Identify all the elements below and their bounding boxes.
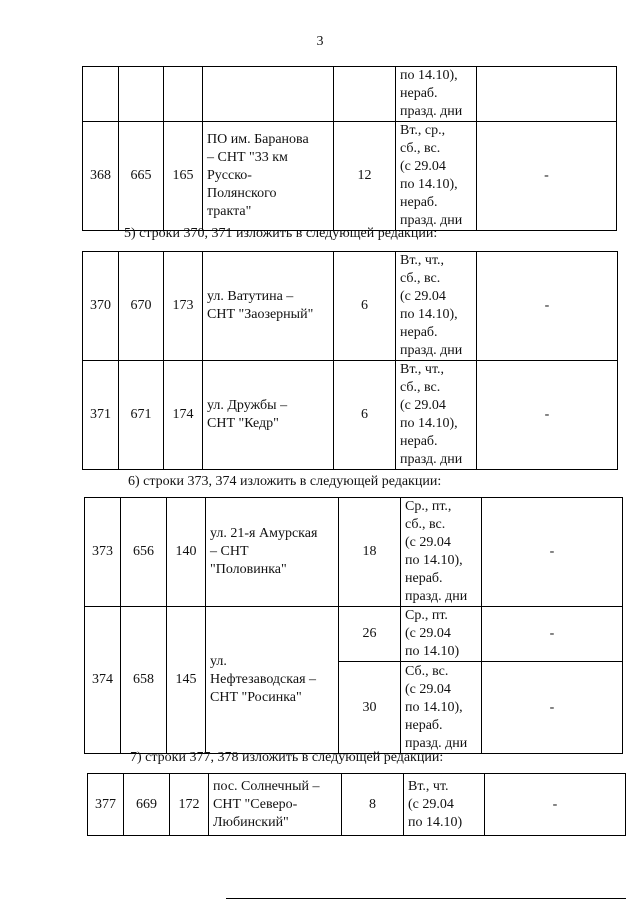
days-cell: Сб., вс. (с 29.04 по 14.10), нераб. празд. дни <box>401 662 482 754</box>
days-cell: Ср., пт., сб., вс. (с 29.04 по 14.10), нераб. празд. дни <box>401 498 482 607</box>
table-row <box>83 122 617 231</box>
days-cell: Вт., чт. (с 29.04 по 14.10) <box>404 774 485 836</box>
note-cell: - <box>477 361 618 470</box>
old-number-cell: 670 <box>119 252 164 361</box>
schedule-table-4 <box>87 773 626 836</box>
old-number-cell: 665 <box>119 122 164 231</box>
days-cell: Вт., ср., сб., вс. (с 29.04 по 14.10), нераб. празд. дни <box>396 122 477 231</box>
route-number-cell: 374 <box>85 607 121 754</box>
trips-cell: 12 <box>334 122 396 231</box>
note-cell: - <box>482 662 623 754</box>
table-row <box>88 774 626 836</box>
old-number-cell: 671 <box>119 361 164 470</box>
trips-cell: 6 <box>334 252 396 361</box>
code-cell: 172 <box>170 774 209 836</box>
days-cell: Вт., чт., сб., вс. (с 29.04 по 14.10), нераб. празд. дни <box>396 361 477 470</box>
old-number-cell <box>119 67 164 122</box>
trips-cell <box>334 67 396 122</box>
table-row <box>85 498 623 607</box>
old-number-cell: 669 <box>124 774 170 836</box>
route-cell: ул. Нефтезаводская – СНТ "Росинка" <box>206 607 339 754</box>
code-cell: 140 <box>167 498 206 607</box>
table-row <box>85 607 623 662</box>
route-number-cell: 371 <box>83 361 119 470</box>
route-cell: ПО им. Баранова – СНТ "33 км Русско- Полянского тракта" <box>203 122 334 231</box>
days-cell: по 14.10), нераб. празд. дни <box>396 67 477 122</box>
schedule-table-3 <box>84 497 623 754</box>
section-heading-5: 5) строки 370, 371 изложить в следующей редакции: <box>124 226 438 241</box>
route-cell: ул. Дружбы – СНТ "Кедр" <box>203 361 334 470</box>
days-cell: Вт., чт., сб., вс. (с 29.04 по 14.10), нераб. празд. дни <box>396 252 477 361</box>
route-number-cell <box>83 67 119 122</box>
table-row <box>83 361 618 470</box>
route-number-cell: 373 <box>85 498 121 607</box>
code-cell <box>164 67 203 122</box>
note-cell: - <box>482 498 623 607</box>
schedule-table-2 <box>82 251 618 470</box>
trips-cell: 8 <box>342 774 404 836</box>
section-heading-7: 7) строки 377, 378 изложить в следующей редакции: <box>130 750 444 765</box>
route-number-cell: 377 <box>88 774 124 836</box>
old-number-cell: 656 <box>121 498 167 607</box>
page-bottom-rule <box>226 898 626 899</box>
route-number-cell: 370 <box>83 252 119 361</box>
trips-cell: 18 <box>339 498 401 607</box>
note-cell <box>477 67 617 122</box>
section-heading-6: 6) строки 373, 374 изложить в следующей редакции: <box>128 474 442 489</box>
note-cell: - <box>485 774 626 836</box>
trips-cell: 26 <box>339 607 401 662</box>
code-cell: 173 <box>164 252 203 361</box>
days-cell: Ср., пт. (с 29.04 по 14.10) <box>401 607 482 662</box>
code-cell: 145 <box>167 607 206 754</box>
page-number: 3 <box>316 34 324 49</box>
table-row <box>83 252 618 361</box>
route-cell: ул. 21-я Амурская – СНТ "Половинка" <box>206 498 339 607</box>
code-cell: 165 <box>164 122 203 231</box>
route-number-cell: 368 <box>83 122 119 231</box>
note-cell: - <box>482 607 623 662</box>
route-cell <box>203 67 334 122</box>
route-cell: ул. Ватутина – СНТ "Заозерный" <box>203 252 334 361</box>
schedule-table-1 <box>82 66 617 231</box>
table-row <box>83 67 617 122</box>
trips-cell: 6 <box>334 361 396 470</box>
note-cell: - <box>477 122 617 231</box>
note-cell: - <box>477 252 618 361</box>
old-number-cell: 658 <box>121 607 167 754</box>
trips-cell: 30 <box>339 662 401 754</box>
route-cell: пос. Солнечный – СНТ "Северо- Любинский" <box>209 774 342 836</box>
code-cell: 174 <box>164 361 203 470</box>
